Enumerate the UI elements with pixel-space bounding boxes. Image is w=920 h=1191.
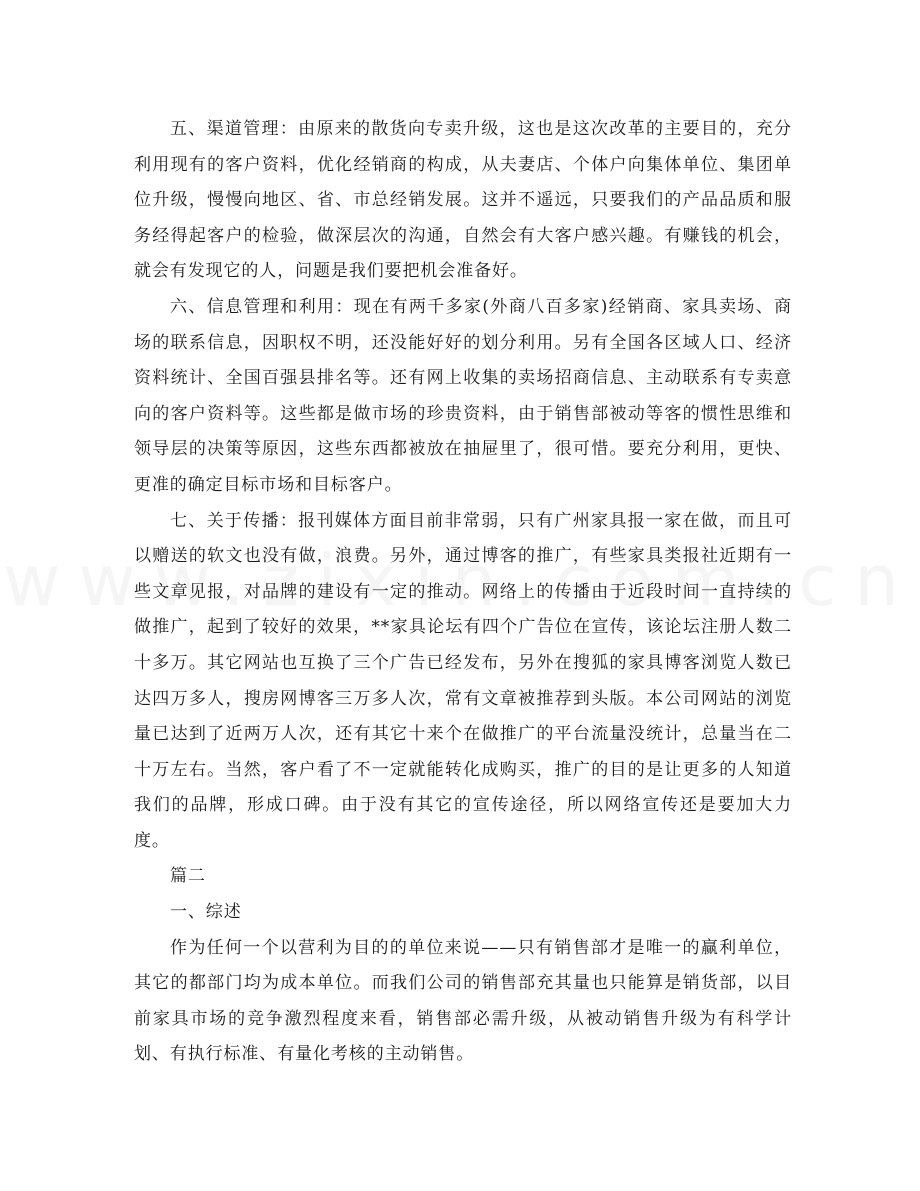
paragraph-summary: 作为任何一个以营利为目的的单位来说——只有销售部才是唯一的赢利单位，其它的都部门均为成本单位。而我们公司的销售部充其量也只能算是销货部，以目前家具市场的竞争激烈程度来看，销售部必需升级，从被动销售升级为有科学计划、有执行标准、有量化考核的主动销售。 — [134, 937, 792, 1065]
section-title: 篇二 — [170, 866, 206, 887]
paragraph-information-management: 六、信息管理和利用：现在有两千多家(外商八百多家)经销商、家具卖场、商场的联系信息，因职权不明，还没能好好的划分利用。另有全国各区域人口、经济资料统计、全国百强县排名等。还有网上收集的卖场招商信息、主动联系有专卖意向的客户资料等。这些都是做市场的珍贵资料，由于销售部被动等客的惯性思维和领导层的决策等原因，这些东西都被放在抽屉里了，很可惜。要充分利用，更快、更准的确定目标市场和目标客户。 — [134, 296, 792, 495]
paragraph-promotion: 七、关于传播：报刊媒体方面目前非常弱，只有广州家具报一家在做，而且可以赠送的软文也没有做，浪费。另外，通过博客的推广，有些家具类报社近期有一些文章见报，对品牌的建设有一定的推动。网络上的传播由于近段时间一直持续的做推广，起到了较好的效果，**家具论坛有四个广告位在宣传，该论坛注册人数二十多万。其它网站也互换了三个广告已经发布，另外在搜狐的家具博客浏览人数已达四万多人，搜房网博客三万多人次，常有文章被推荐到头版。本公司网站的浏览量已达到了近两万人次，还有其它十来个在做推广的平台流量没统计，总量当在二十万左右。当然，客户看了不一定就能转化成购买，推广的目的是让更多的人知道我们的品牌，形成口碑。由于没有其它的宣传途径，所以网络宣传还是要加大力度。 — [134, 510, 792, 851]
sub-heading: 一、综述 — [170, 902, 242, 923]
document-body — [134, 112, 792, 1073]
paragraph-channel-management: 五、渠道管理：由原来的散货向专卖升级，这也是这次改革的主要目的，充分利用现有的客户资料，优化经销商的构成，从夫妻店、个体户向集体单位、集团单位升级，慢慢向地区、省、市总经销发展。这并不遥远，只要我们的产品品质和服务经得起客户的检验，做深层次的沟通，自然会有大客户感兴趣。有赚钱的机会，就会有发现它的人，问题是我们要把机会准备好。 — [134, 119, 792, 282]
